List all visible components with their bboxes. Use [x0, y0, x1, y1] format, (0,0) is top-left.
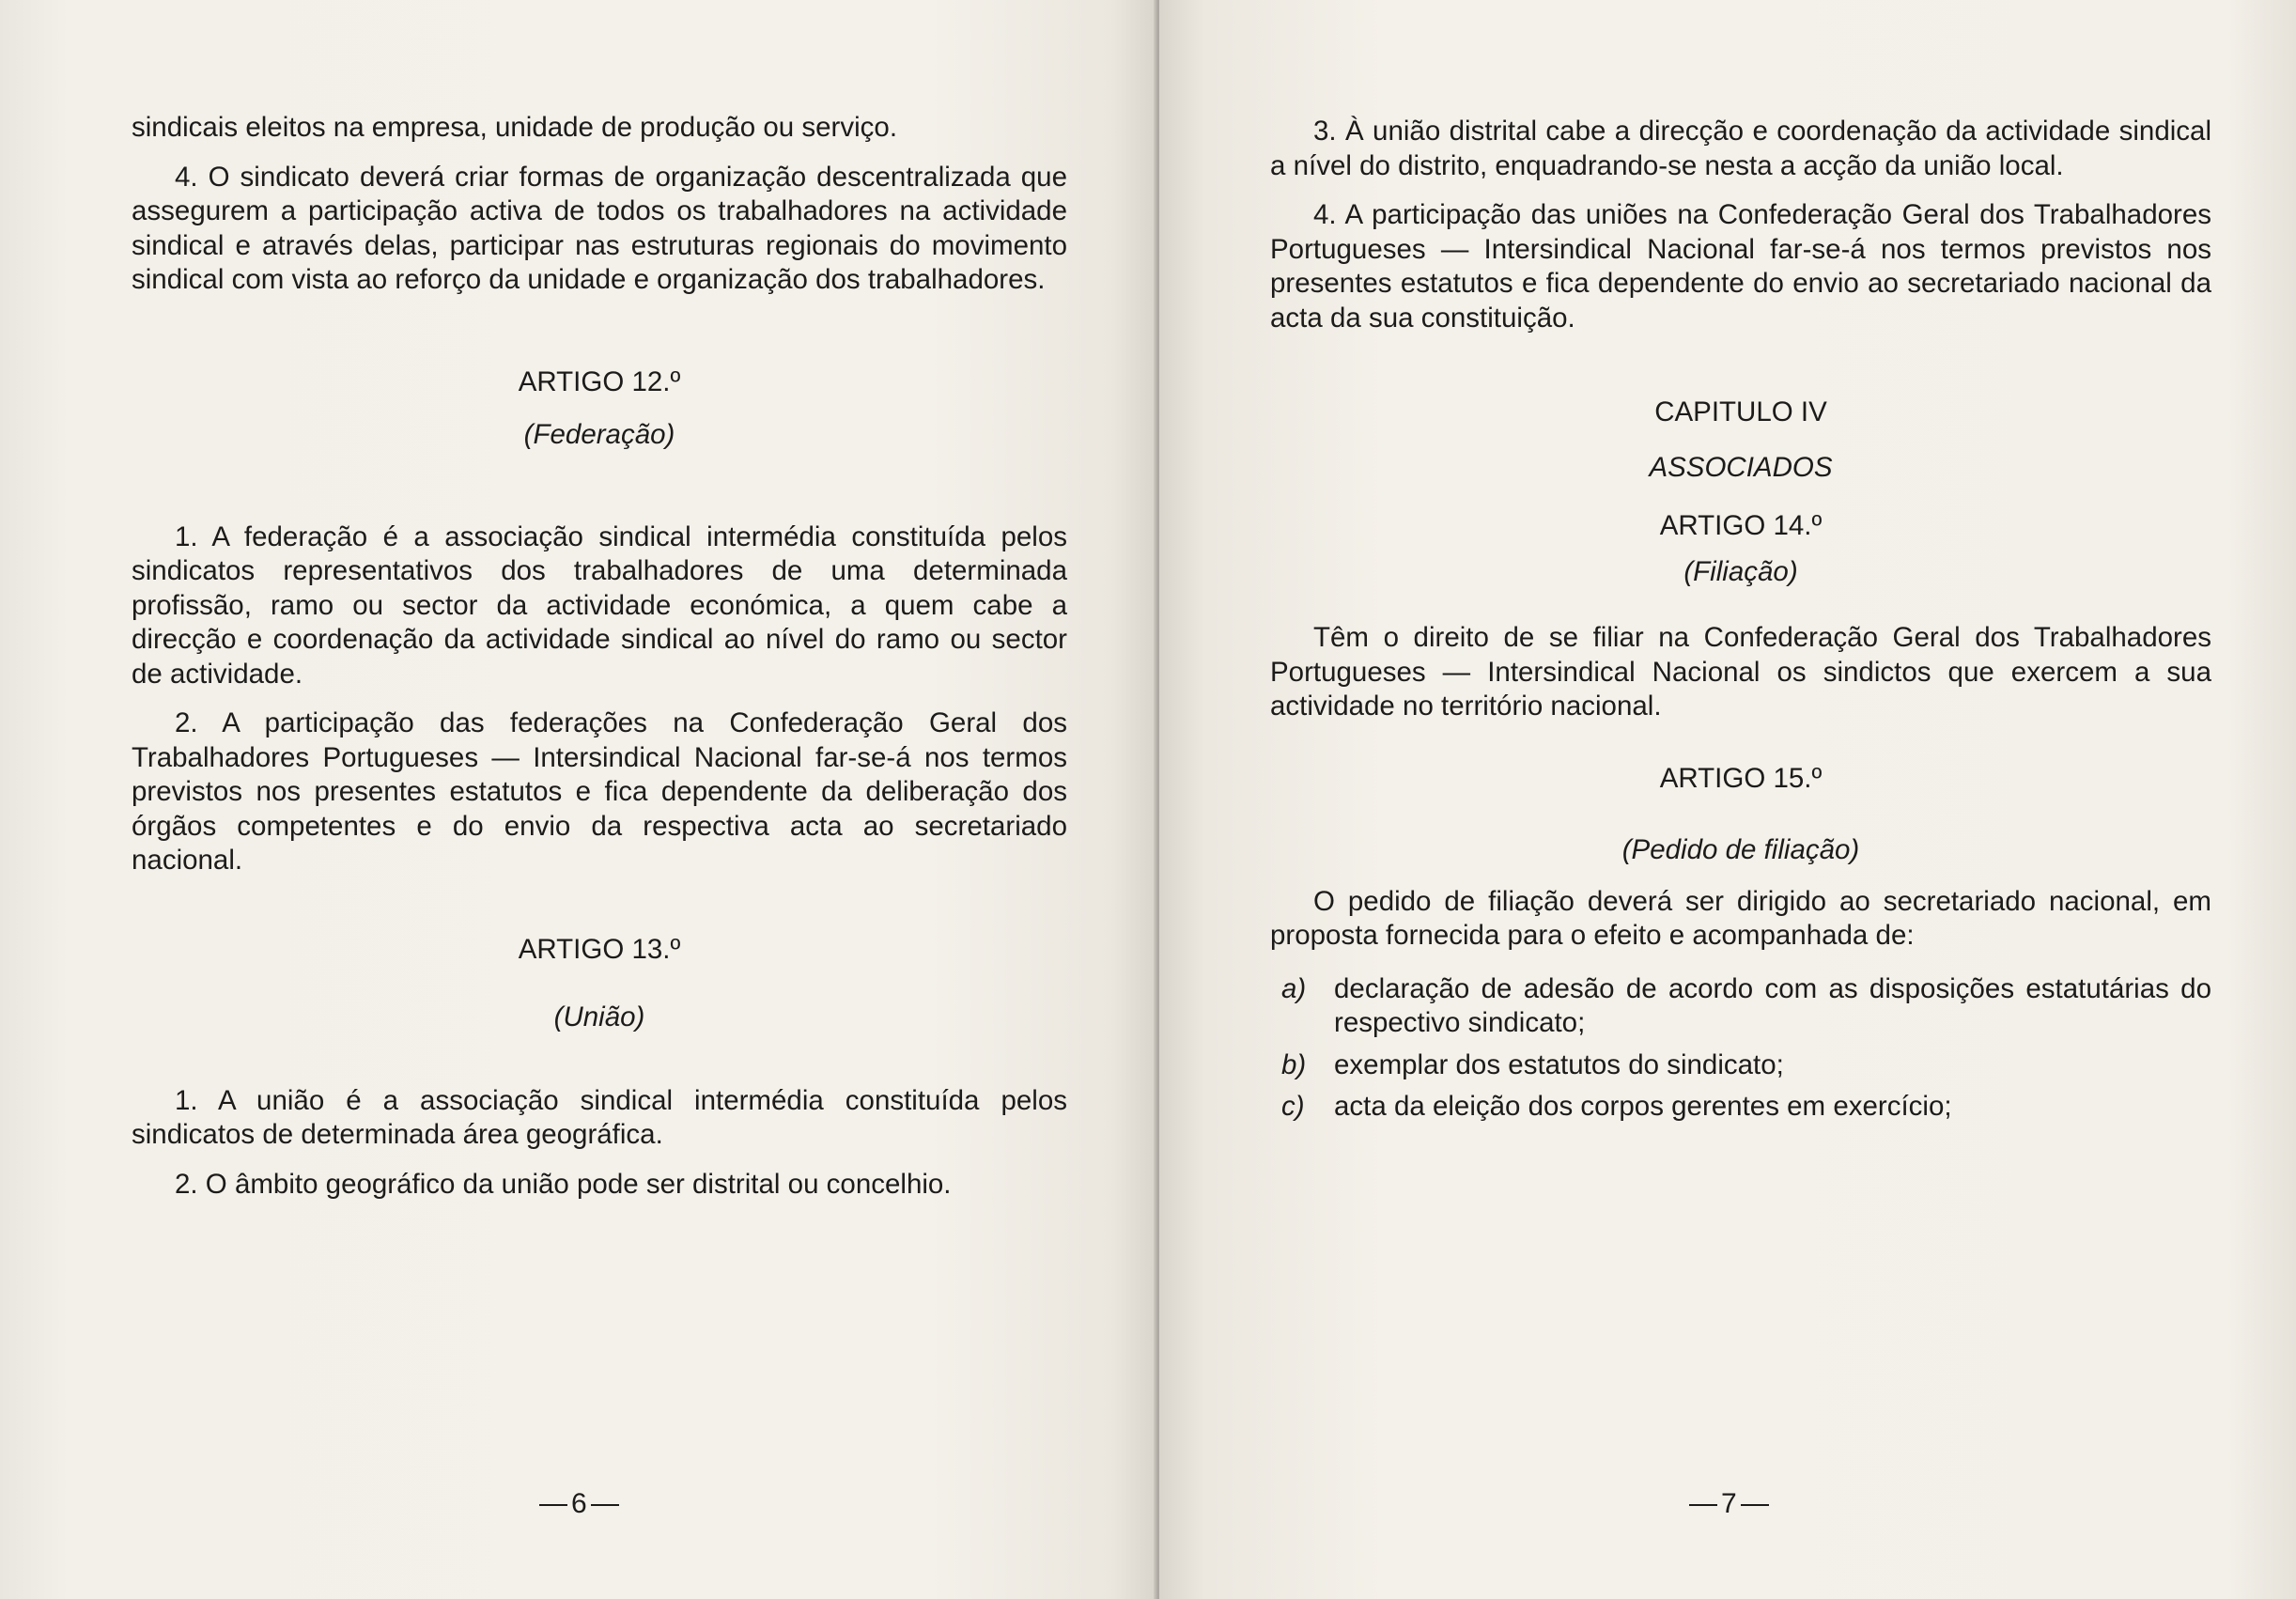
list-item-marker: c) — [1281, 1091, 1305, 1122]
paragraph: 1. A união é a associação sindical intermédia constituída pelos sindicatos de determinada área geográfica. — [132, 1084, 1067, 1150]
left-text-column — [132, 111, 1067, 1202]
page-number-value: 7 — [1721, 1488, 1737, 1519]
paragraph: O pedido de filiação deverá ser dirigido ao secretariado nacional, em proposta fornecida para o efeito e acompanhada de: — [1270, 885, 2211, 951]
list-item — [1270, 972, 2211, 1041]
page-number — [535, 1488, 623, 1520]
article-heading: ARTIGO 14.º — [1659, 510, 1823, 541]
article-subheading: (Pedido de filiação) — [1621, 834, 1860, 865]
list-item-marker: b) — [1281, 1048, 1307, 1080]
article-subheading: (Filiação) — [1683, 555, 1798, 587]
list-item-marker: a) — [1281, 972, 1307, 1004]
paragraph: 2. A participação das federações na Confederação Geral dos Trabalhadores Portugueses — Intersindical Nacional far-se-á nos termos previstos nos presentes estatutos e fica dependente da deliberação dos órgãos competentes e do envio da respectiva acta ao secretariado nacional. — [132, 707, 1067, 876]
chapter-subheading: ASSOCIADOS — [1649, 451, 1833, 483]
list-item-text: declaração de adesão de acordo com as disposições estatutárias do respectivo sindicato; — [1334, 972, 2211, 1038]
list-item-text: acta da eleição dos corpos gerentes em exercício; — [1334, 1091, 1952, 1122]
right-page — [1159, 0, 2296, 1599]
paragraph: 2. O âmbito geográfico da união pode ser distrital ou concelhio. — [175, 1168, 952, 1200]
article-subheading: (Federação) — [523, 419, 675, 450]
page-number-value: 6 — [571, 1488, 587, 1519]
article-heading: ARTIGO 13.º — [518, 933, 681, 965]
paragraph: Têm o direito de se filiar na Confederação Geral dos Trabalhadores Portugueses — Intersindical Nacional os sindictos que exercem a sua actividade no território nacional. — [1270, 622, 2211, 722]
list-item — [1270, 1090, 2211, 1125]
list-item-text: exemplar dos estatutos do sindicato; — [1334, 1048, 1784, 1080]
paragraph: 3. À união distrital cabe a direcção e coordenação da actividade sindical a nível do distrito, enquadrando-se nesta a acção da união local. — [1270, 116, 2211, 181]
article-heading: ARTIGO 12.º — [518, 365, 681, 397]
paragraph: 4. A participação das uniões na Confederação Geral dos Trabalhadores Portugueses — Intersindical Nacional far-se-á nos termos previstos nos presentes estatutos e fica dependente do envio ao secretariado nacional da acta da sua constituição. — [1270, 199, 2211, 334]
chapter-heading: CAPITULO IV — [1654, 396, 1827, 427]
paragraph: 1. A federação é a associação sindical intermédia constituída pelos sindicatos representativos dos trabalhadores de uma determinada profissão, ramo ou sector da actividade económica, a quem cabe a direcção e coordenação da actividade sindical ao nível do ramo ou sector de actividade. — [132, 520, 1067, 690]
article-heading: ARTIGO 15.º — [1659, 762, 1823, 794]
paragraph: 4. O sindicato deverá criar formas de organização descentralizada que assegurem a participação activa de todos os trabalhadores na actividade sindical e através delas, participar nas estruturas regionais do movimento sindical com vista ao reforço da unidade e organização dos trabalhadores. — [132, 161, 1067, 295]
right-text-column — [1270, 115, 2211, 1125]
list-item — [1270, 1048, 2211, 1083]
article-subheading: (União) — [553, 1001, 645, 1032]
page-number — [1685, 1488, 1773, 1520]
paragraph: sindicais eleitos na empresa, unidade de produção ou serviço. — [132, 112, 898, 143]
